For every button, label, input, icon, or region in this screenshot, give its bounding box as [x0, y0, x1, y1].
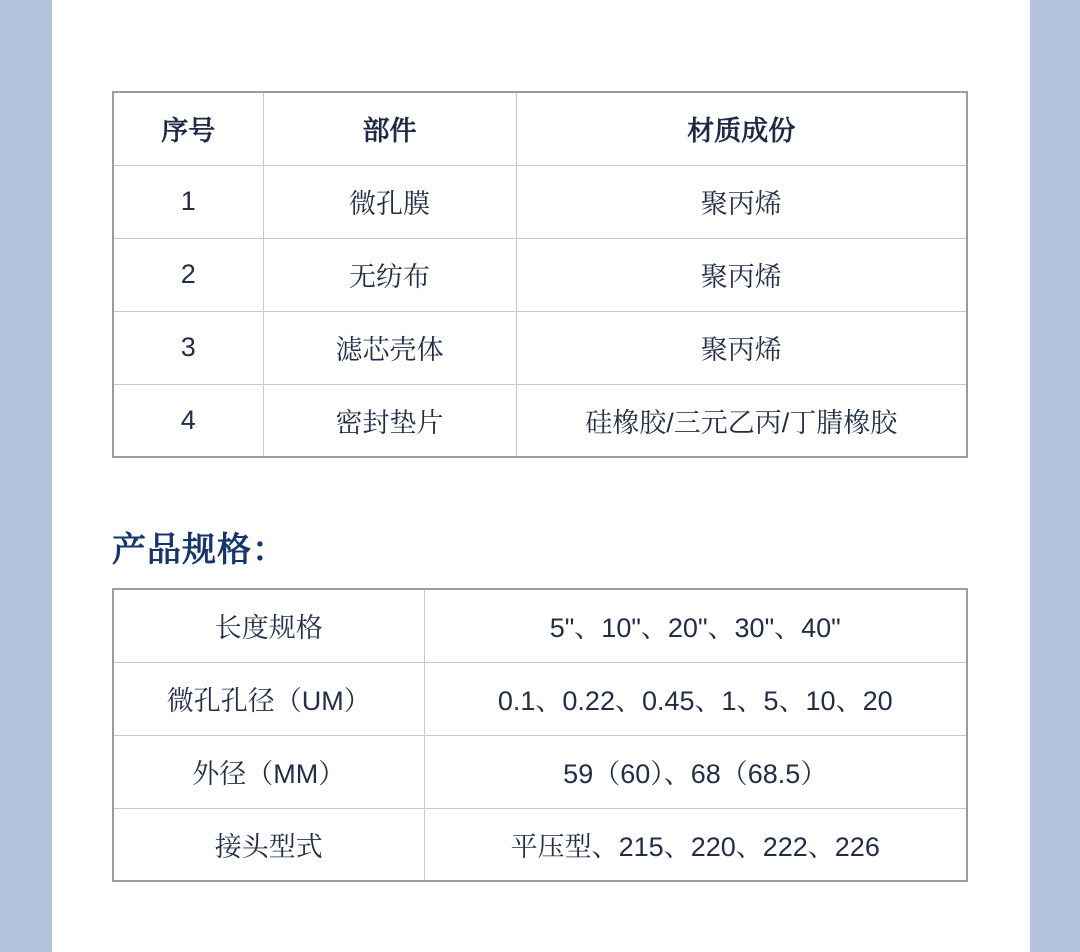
spec-section-title: 产品规格： — [112, 531, 287, 569]
cell-material: 硅橡胶/三元乙丙/丁腈橡胶 — [516, 384, 967, 457]
cell-material: 聚丙烯 — [516, 311, 967, 384]
table-row — [113, 165, 967, 238]
left-decoration-bar — [0, 0, 52, 952]
table-row — [113, 311, 967, 384]
cell-index: 4 — [113, 384, 263, 457]
parts-table-header-row — [113, 92, 967, 165]
product-spec-table — [112, 588, 968, 882]
cell-part: 密封垫片 — [263, 384, 516, 457]
table-row — [113, 384, 967, 457]
spec-value: 5"、10"、20"、30"、40" — [424, 589, 967, 662]
table-row — [113, 238, 967, 311]
cell-part: 无纺布 — [263, 238, 516, 311]
spec-label: 外径（MM） — [113, 735, 424, 808]
parts-materials-table — [112, 91, 968, 458]
spec-value: 59（60）、68（68.5） — [424, 735, 967, 808]
table-row — [113, 735, 967, 808]
header-material: 材质成份 — [516, 92, 967, 165]
spec-label: 微孔孔径（UM） — [113, 662, 424, 735]
cell-part: 微孔膜 — [263, 165, 516, 238]
header-index: 序号 — [113, 92, 263, 165]
spec-value: 平压型、215、220、222、226 — [424, 808, 967, 881]
spec-label: 长度规格 — [113, 589, 424, 662]
spec-label: 接头型式 — [113, 808, 424, 881]
cell-index: 3 — [113, 311, 263, 384]
cell-material: 聚丙烯 — [516, 165, 967, 238]
cell-index: 2 — [113, 238, 263, 311]
cell-material: 聚丙烯 — [516, 238, 967, 311]
cell-part: 滤芯壳体 — [263, 311, 516, 384]
spec-value: 0.1、0.22、0.45、1、5、10、20 — [424, 662, 967, 735]
table-row — [113, 662, 967, 735]
table-row — [113, 589, 967, 662]
table-row — [113, 808, 967, 881]
header-part: 部件 — [263, 92, 516, 165]
right-decoration-bar — [1030, 0, 1080, 952]
cell-index: 1 — [113, 165, 263, 238]
